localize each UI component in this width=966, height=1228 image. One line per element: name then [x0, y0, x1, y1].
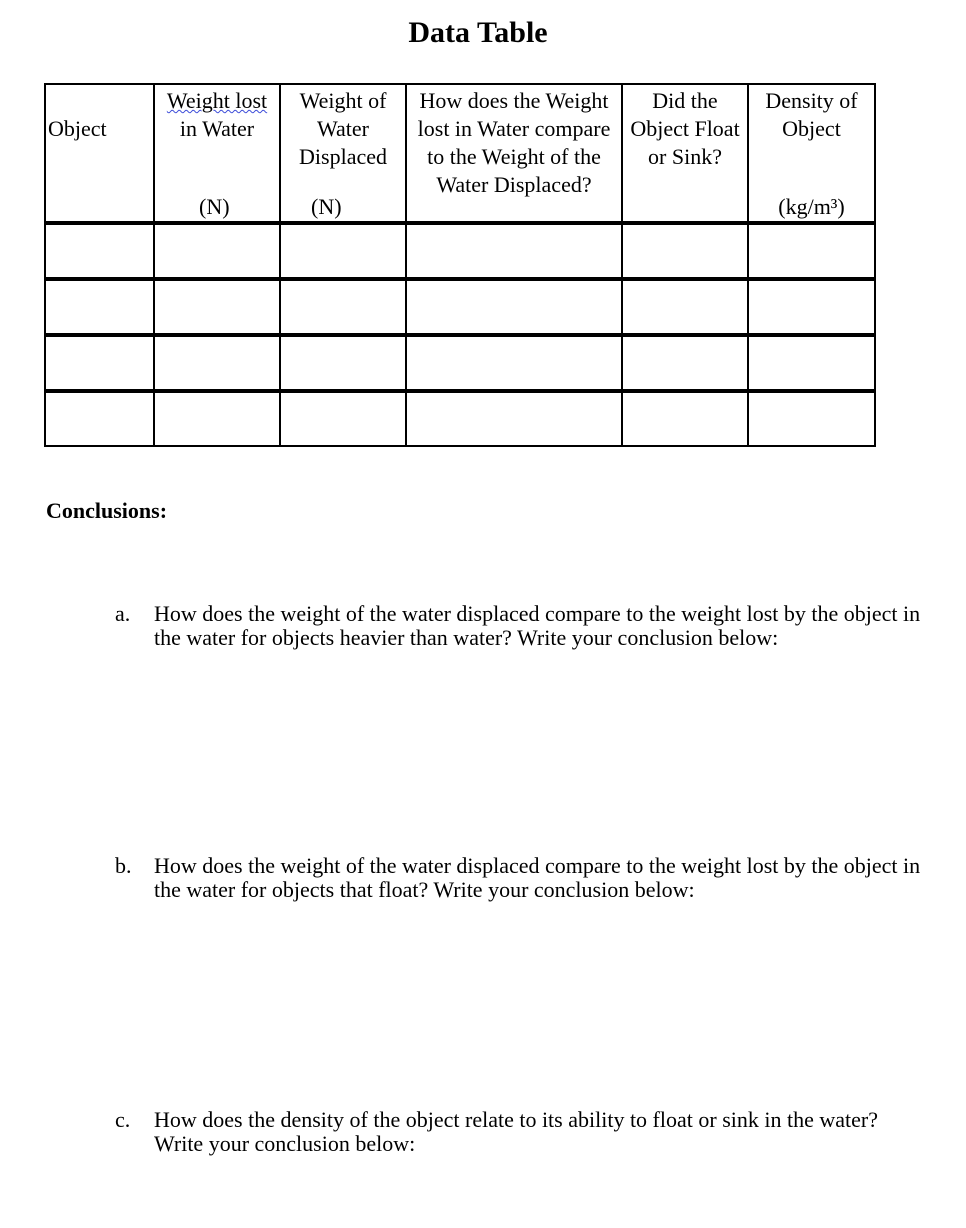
header-comparison: [406, 84, 622, 223]
header-unit: (N): [311, 194, 342, 219]
table-cell[interactable]: [748, 335, 875, 391]
table-cell[interactable]: [622, 223, 748, 279]
table-cell[interactable]: [622, 335, 748, 391]
table-cell[interactable]: [406, 223, 622, 279]
table-row: [45, 279, 875, 335]
question-letter: c.: [115, 1107, 131, 1132]
header-label: [407, 85, 621, 199]
table-row: [45, 223, 875, 279]
question-text: How does the density of the object relate to its ability to float or sink in the water? Write your conclusion below:: [154, 1107, 878, 1156]
header-line: Did the: [652, 88, 718, 113]
table-cell[interactable]: [622, 391, 748, 446]
table-cell[interactable]: [45, 335, 154, 391]
table-cell[interactable]: [280, 279, 406, 335]
header-label: [155, 85, 279, 143]
table-cell[interactable]: [406, 391, 622, 446]
header-weight-displaced: [280, 84, 406, 223]
header-label: Object: [48, 116, 107, 141]
table-row: [45, 391, 875, 446]
header-line: Displaced: [299, 144, 387, 169]
header-line: Density of: [765, 88, 858, 113]
table-cell[interactable]: [406, 279, 622, 335]
header-line: Object: [782, 116, 841, 141]
table-cell[interactable]: [154, 223, 280, 279]
table-cell[interactable]: [45, 391, 154, 446]
table-cell[interactable]: [406, 335, 622, 391]
table-cell[interactable]: [154, 335, 280, 391]
table-row: [45, 335, 875, 391]
question-text: How does the weight of the water displaced compare to the weight lost by the object in the water for objects heavier than water? Write your conclusion below:: [154, 601, 921, 650]
table-cell[interactable]: [45, 223, 154, 279]
header-line: Water Displaced?: [436, 172, 592, 197]
header-line: Object Float: [630, 116, 740, 141]
header-line: Weight of: [299, 88, 387, 113]
table-cell[interactable]: [154, 391, 280, 446]
header-line: Water: [317, 116, 369, 141]
header-line: or Sink?: [648, 144, 722, 169]
header-label: [623, 85, 747, 171]
header-density: [748, 84, 875, 223]
table-cell[interactable]: [280, 335, 406, 391]
table-cell[interactable]: [748, 223, 875, 279]
header-line: Weight lost: [166, 88, 268, 113]
question-letter: b.: [115, 853, 132, 878]
header-float-or-sink: [622, 84, 748, 223]
table-cell[interactable]: [748, 391, 875, 446]
table-cell[interactable]: [45, 279, 154, 335]
question-text: How does the weight of the water displaced compare to the weight lost by the object in the water for objects that float? Write your conclusion below:: [154, 853, 921, 902]
header-label: [749, 85, 874, 143]
table-cell[interactable]: [154, 279, 280, 335]
header-unit: (N): [199, 194, 230, 219]
conclusions-heading: Conclusions:: [46, 498, 168, 523]
header-unit: (kg/m³): [778, 194, 845, 219]
header-line: to the Weight of the: [427, 144, 601, 169]
page-title: Data Table: [408, 16, 548, 49]
header-line: How does the Weight: [419, 88, 609, 113]
table-cell[interactable]: [748, 279, 875, 335]
data-table: [44, 83, 876, 447]
table-cell[interactable]: [622, 279, 748, 335]
question-letter: a.: [115, 601, 131, 626]
header-line: in Water: [179, 116, 255, 141]
header-weight-lost: [154, 84, 280, 223]
header-label: [281, 85, 405, 171]
header-line: lost in Water compare: [417, 116, 611, 141]
table-cell[interactable]: [280, 223, 406, 279]
table-cell[interactable]: [280, 391, 406, 446]
table-header-row: [45, 84, 875, 223]
header-object: [45, 84, 154, 223]
